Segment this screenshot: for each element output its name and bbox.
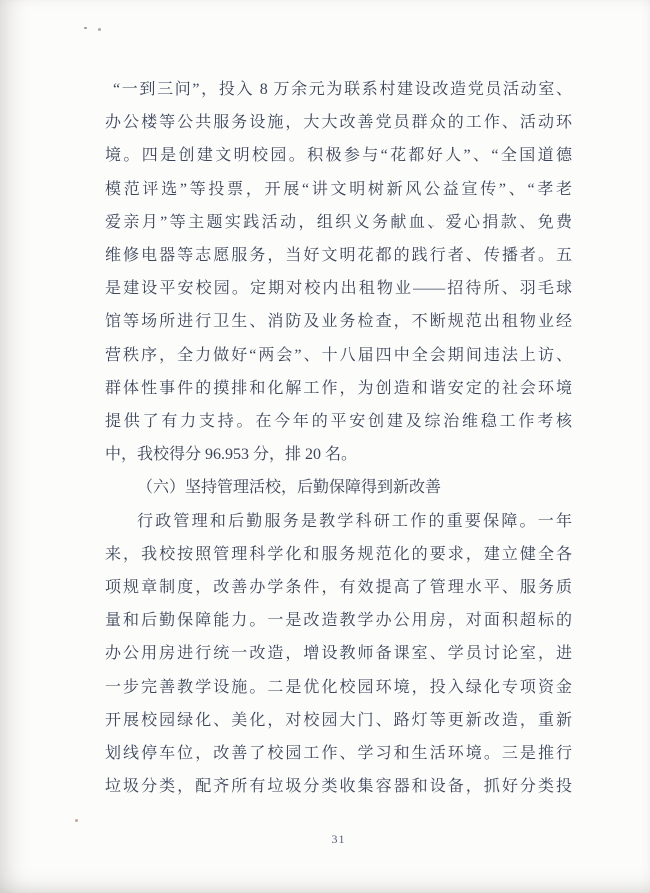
text-line: 是建设平安校园。定期对校内出租物业——招待所、羽毛球 <box>105 280 572 298</box>
text-line: “一到三问”，投入 8 万余元为联系村建设改造党员活动室、 <box>113 81 572 98</box>
document-text <box>105 73 572 803</box>
text-line: 一步完善教学设施。二是优化校园环境，投入绿化专项资金 <box>105 678 572 696</box>
text-line: 量和后勤保障能力。一是改造教学办公用房，对面积超标的 <box>105 612 572 630</box>
text-line: 维修电器等志愿服务，当好文明花都的践行者、传播者。五 <box>105 247 572 265</box>
scan-speck <box>75 819 78 822</box>
text-line: 爱亲月”等主题实践活动，组织义务献血、爱心捐款、免费 <box>105 213 572 231</box>
text-line: 境。四是创建文明校园。积极参与“花都好人”、“全国道德 <box>105 147 572 165</box>
text-line: 群体性事件的摸排和化解工作，为创造和谐安定的社会环境 <box>105 379 572 397</box>
paragraph-start-line: 行政管理和后勤服务是教学科研工作的重要保障。一年 <box>137 512 572 530</box>
text-line: 划线停车位，改善了校园工作、学习和生活环境。三是推行 <box>105 745 572 763</box>
page-number: 31 <box>331 832 346 846</box>
scan-speck <box>84 27 87 29</box>
text-line: 营秩序，全力做好“两会”、十八届四中全会期间违法上访、 <box>105 346 572 364</box>
text-line: 馆等场所进行卫生、消防及业务检查，不断规范出租物业经 <box>105 313 572 331</box>
text-line: 来，我校按照管理科学化和服务规范化的要求，建立健全各 <box>105 545 572 563</box>
paragraph-end-line: 中，我校得分 96.953 分，排 20 名。 <box>105 446 358 464</box>
text-line: 项规章制度，改善办学条件，有效提高了管理水平、服务质 <box>105 579 572 597</box>
text-line: 提供了有力支持。在今年的平安创建及综治维稳工作考核 <box>105 413 572 431</box>
scan-speck <box>98 28 101 31</box>
section-heading: （六）坚持管理活校，后勤保障得到新改善 <box>137 479 442 497</box>
text-line: 办公用房进行统一改造，增设教师备课室、学员讨论室，进 <box>105 645 572 663</box>
text-line: 开展校园绿化、美化，对校园大门、路灯等更新改造，重新 <box>105 711 572 729</box>
text-line: 模范评选”等投票，开展“讲文明树新风公益宣传”、“孝老 <box>105 180 572 198</box>
scan-speck <box>432 225 434 227</box>
text-line: 办公楼等公共服务设施，大大改善党员群众的工作、活动环 <box>105 114 572 132</box>
text-line: 垃圾分类，配齐所有垃圾分类收集容器和设备，抓好分类投 <box>105 778 572 796</box>
